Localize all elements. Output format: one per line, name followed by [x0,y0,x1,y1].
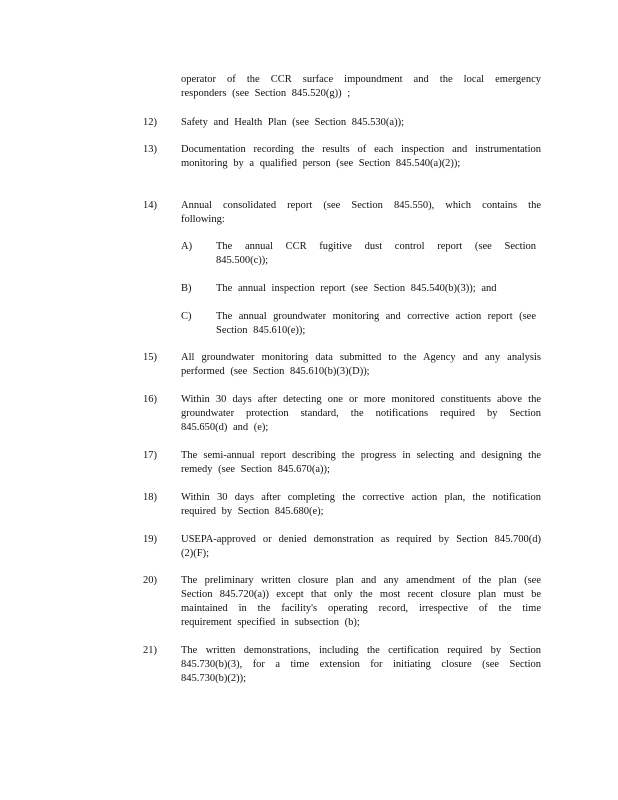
item-number: 20) [143,575,157,586]
item-text: The preliminary written closure plan and any amendment of the plan (see Section 845.720(a)) except that only the most recent closure plan must be maintained in the facility's operating record, irrespective of the time requirement specified in subsection (b); [181,575,541,628]
item-number: 18) [143,492,157,503]
item-number: 21) [143,645,157,656]
continuation-text: operator of the CCR surface impoundment and the local emergency responders (see Section 845.520(g)) ; [181,74,541,99]
item-text: The semi-annual report describing the progress in selecting and designing the remedy (see Section 845.670(a)); [181,450,541,475]
item-number: 13) [143,144,157,155]
item-text: Annual consolidated report (see Section 845.550), which contains the following: [181,200,541,225]
item-text: Safety and Health Plan (see Section 845.530(a)); [181,117,404,128]
sub-item-text: The annual groundwater monitoring and corrective action report (see Section 845.610(e)); [216,311,536,336]
item-text: USEPA-approved or denied demonstration as required by Section 845.700(d)(2)(F); [181,534,541,559]
sub-item-letter: B) [181,283,192,294]
item-number: 16) [143,394,157,405]
item-number: 15) [143,352,157,363]
item-number: 19) [143,534,157,545]
sub-item-text: The annual inspection report (see Section 845.540(b)(3)); and [216,283,497,294]
item-text: All groundwater monitoring data submitted to the Agency and any analysis performed (see Section 845.610(b)(3)(D)); [181,352,541,377]
item-number: 14) [143,200,157,211]
item-text: Documentation recording the results of each inspection and instrumentation monitoring by a qualified person (see Section 845.540(a)(2)); [181,144,541,169]
item-number: 17) [143,450,157,461]
item-text: The written demonstrations, including the certification required by Section 845.730(b)(3), for a time extension for initiating closure (see Section 845.730(b)(2)); [181,645,541,684]
item-number: 12) [143,117,157,128]
sub-item-letter: A) [181,241,193,252]
sub-item-letter: C) [181,311,192,322]
item-text: Within 30 days after detecting one or more monitored constituents above the groundwater protection standard, the notifications required by Section 845.650(d) and (e); [181,394,541,433]
item-text: Within 30 days after completing the corrective action plan, the notification required by Section 845.680(e); [181,492,541,517]
sub-item-text: The annual CCR fugitive dust control report (see Section 845.500(c)); [216,241,536,266]
